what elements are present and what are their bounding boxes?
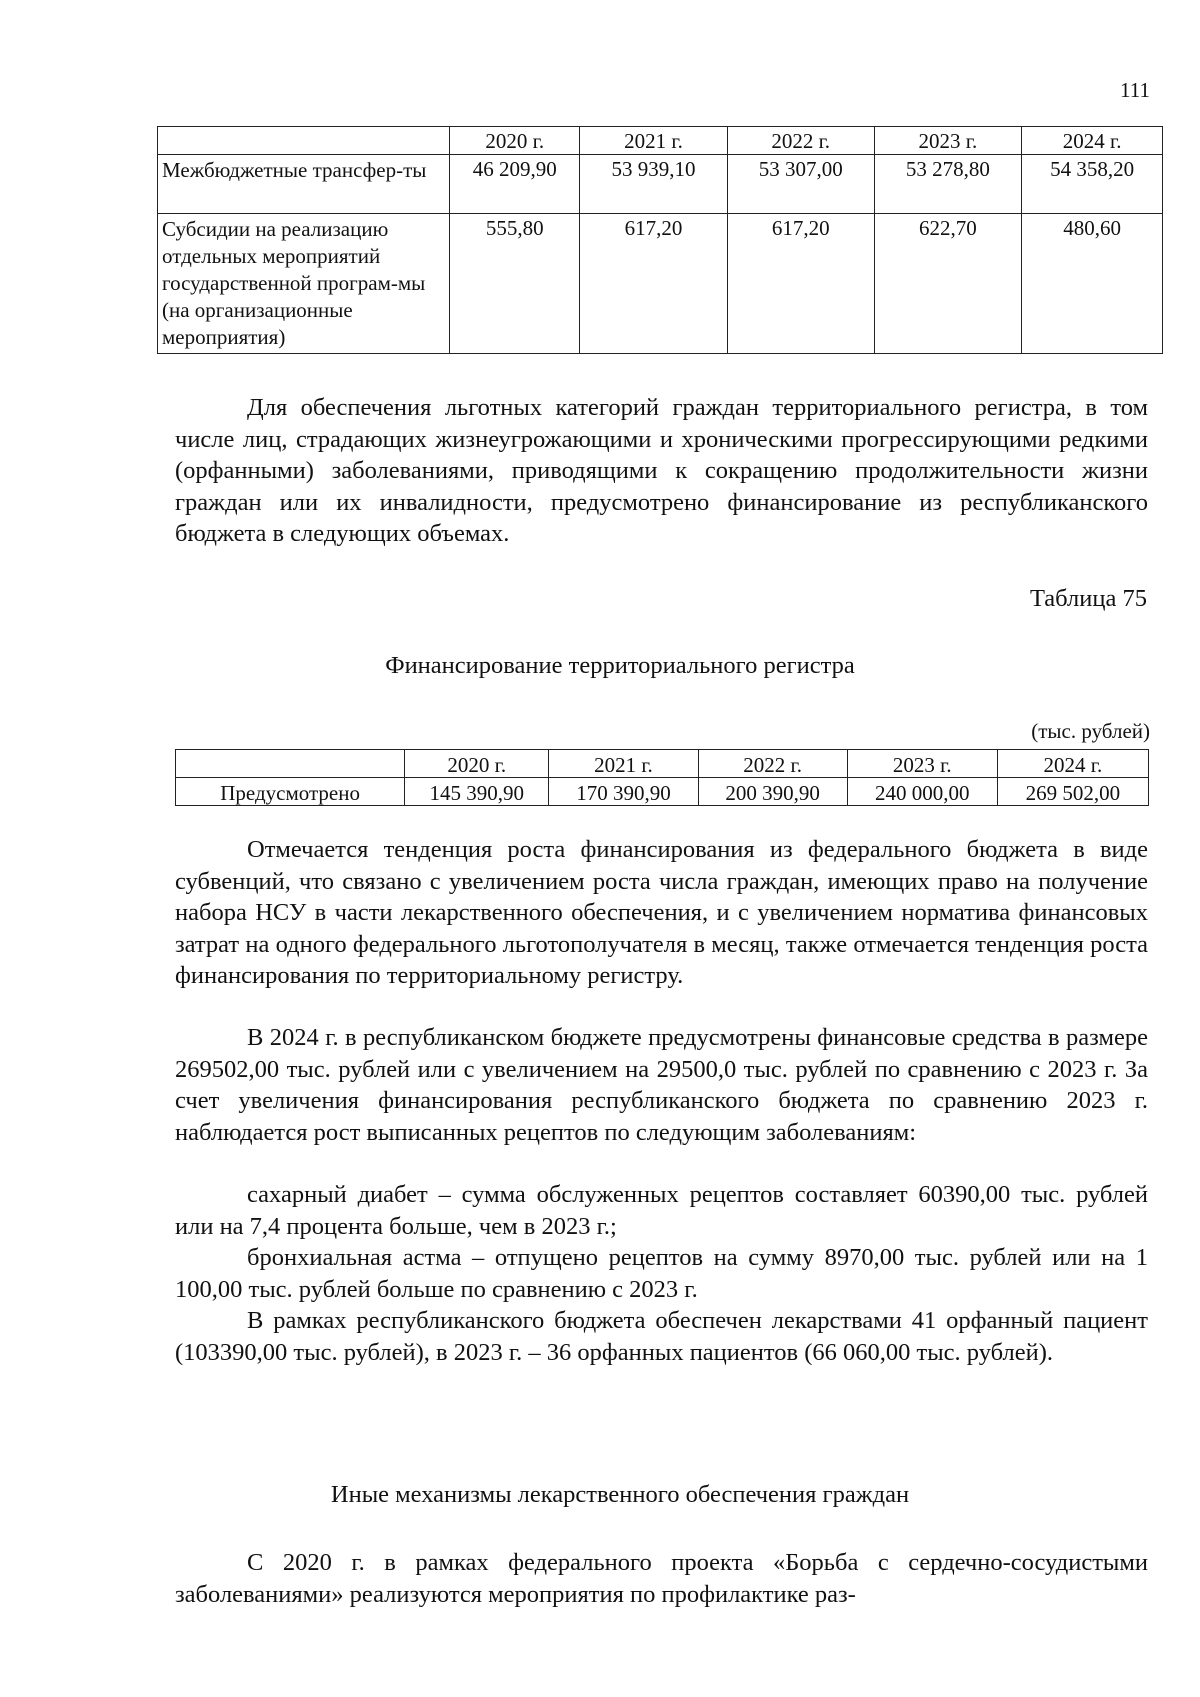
page-number: 111 [1120,78,1150,102]
table-row [158,214,1163,354]
table-cell: 145 390,90 [405,778,549,806]
table-cell: 269 502,00 [997,778,1148,806]
header-cell-label [158,127,450,155]
header-cell-2022: 2022 г. [727,127,874,155]
paragraph-territorial-register: Для обеспечения льготных категорий граждан территориального регистра, в том числе лиц, страдающих жизнеугрожающими и хроническими прогрессирующими редкими (орфанными) заболеваниями, приводящими к сокращению продолжительности жизни граждан или их инвалидности, предусмотрено финансирование из республиканского бюджета в следующих объемах. [175,394,1148,547]
paragraph-federal-project: С 2020 г. в рамках федерального проекта «Борьба с сердечно-сосудистыми заболеваниями» реализуются мероприятия по профилактике раз- [175,1549,1148,1608]
table-header-row [176,750,1149,778]
paragraph-diabetes: сахарный диабет – сумма обслуженных рецептов составляет 60390,00 тыс. рублей или на 7,4 процента больше, чем в 2023 г.; [175,1181,1148,1240]
header-cell-2020: 2020 г. [405,750,549,778]
section-heading: Иные механизмы лекарственного обеспечения граждан [330,1481,910,1508]
header-cell-2023: 2023 г. [874,127,1022,155]
table-cell: 53 939,10 [580,155,728,214]
header-cell-2021: 2021 г. [549,750,698,778]
table-cell: 170 390,90 [549,778,698,806]
table-cell: 617,20 [727,214,874,354]
paragraph-federal-trend: Отмечается тенденция роста финансирования из федерального бюджета в виде субвенций, что связано с увеличением роста числа граждан, имеющих право на получение набора НСУ в части лекарственного обеспечения, и с увеличением норматива финансовых затрат на одного федерального льготополучателя в месяц, также отмечается тенденция роста финансирования по территориальному регистру. [175,836,1148,989]
table-cell: 200 390,90 [698,778,847,806]
table-header-row [158,127,1163,155]
header-cell-2022: 2022 г. [698,750,847,778]
table-units: (тыс. рублей) [1031,719,1150,743]
header-cell-2024: 2024 г. [997,750,1148,778]
table-row [176,778,1149,806]
row-label: Субсидии на реализацию отдельных мероприятий государственной програм-мы (на организационные мероприятия) [158,214,450,354]
table-cell: 240 000,00 [847,778,997,806]
header-cell-2024: 2024 г. [1022,127,1163,155]
header-cell-2021: 2021 г. [580,127,728,155]
table-cell: 555,80 [450,214,580,354]
table-cell: 53 307,00 [727,155,874,214]
paragraph-orphan-patients: В рамках республиканского бюджета обеспечен лекарствами 41 орфанный пациент (103390,00 тыс. рублей), в 2023 г. – 36 орфанных пациентов (66 060,00 тыс. рублей). [175,1307,1148,1366]
header-cell-2023: 2023 г. [847,750,997,778]
table-row [158,155,1163,214]
row-label: Предусмотрено [176,778,405,806]
table-number: Таблица 75 [1029,585,1147,612]
table-cell: 480,60 [1022,214,1163,354]
table-75 [175,749,1149,806]
header-cell-label [176,750,405,778]
table-title: Финансирование территориального регистра [385,652,855,679]
table-interbudget-transfers [157,126,1163,354]
paragraph-asthma: бронхиальная астма – отпущено рецептов на сумму 8970,00 тыс. рублей или на 1 100,00 тыс. рублей больше по сравнению с 2023 г. [175,1244,1148,1303]
paragraph-2024-budget: В 2024 г. в республиканском бюджете предусмотрены финансовые средства в размере 269502,00 тыс. рублей или с увеличением на 29500,0 тыс. рублей по сравнению с 2023 г. За счет увеличения финансирования республиканского бюджета по сравнению 2023 г. наблюдается рост выписанных рецептов по следующим заболеваниям: [175,1024,1148,1146]
table-cell: 46 209,90 [450,155,580,214]
row-label: Межбюджетные трансфер-ты [158,155,450,214]
table-cell: 622,70 [874,214,1022,354]
header-cell-2020: 2020 г. [450,127,580,155]
table-cell: 53 278,80 [874,155,1022,214]
table-cell: 54 358,20 [1022,155,1163,214]
table-cell: 617,20 [580,214,728,354]
